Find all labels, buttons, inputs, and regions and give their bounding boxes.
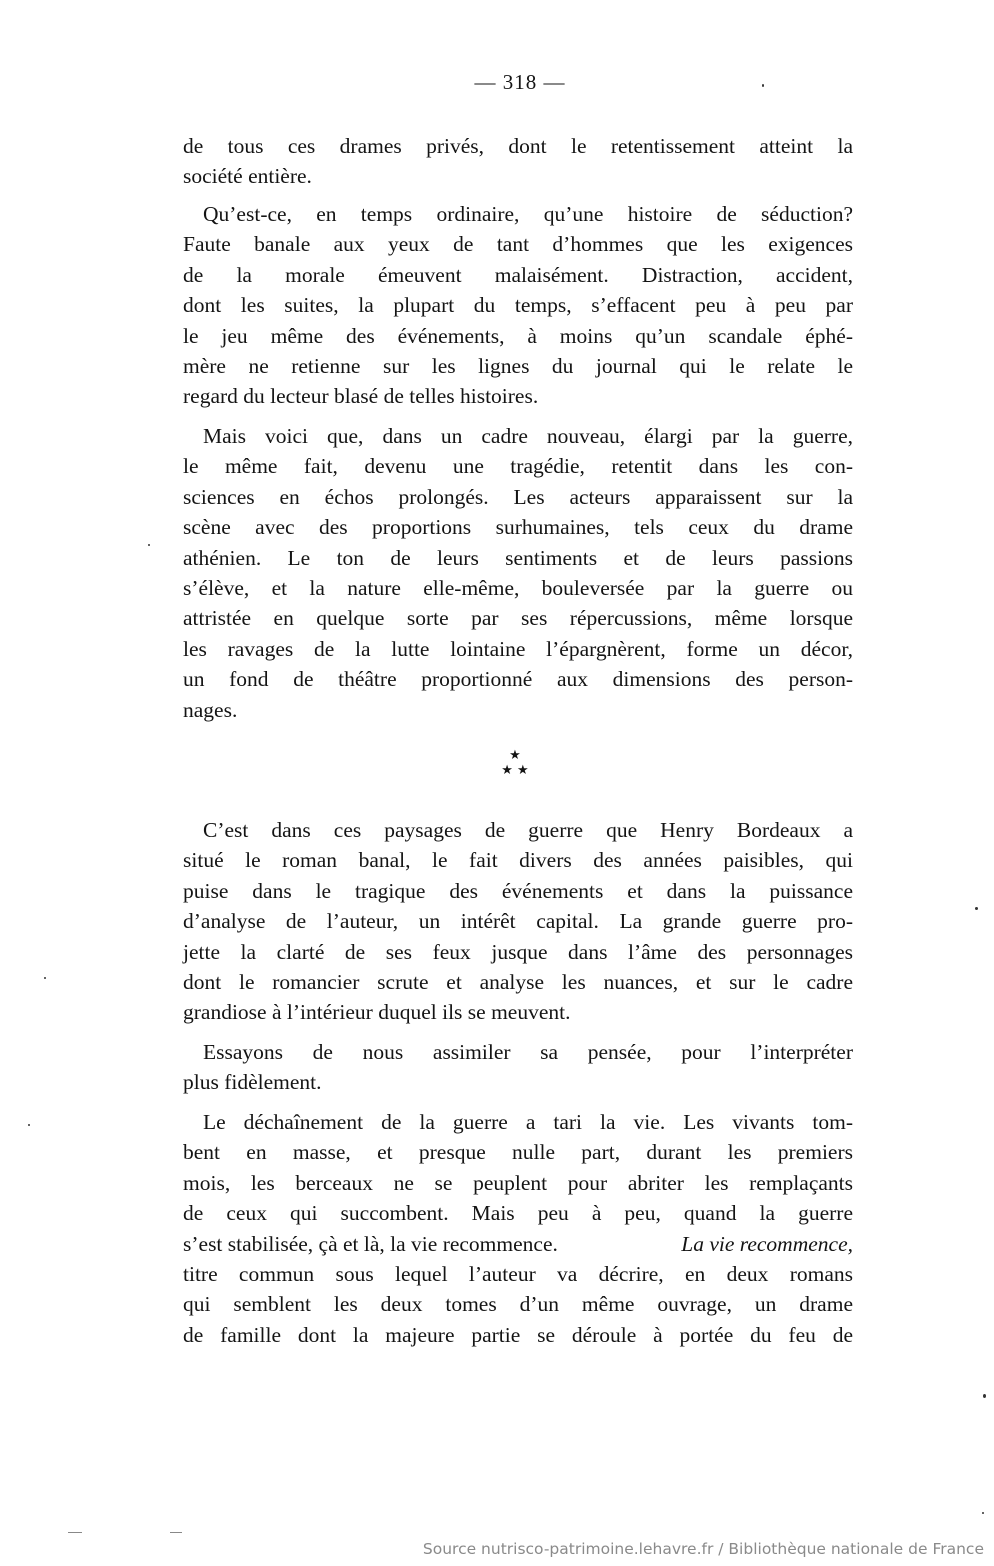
paragraph-cadre-nouveau — [183, 421, 853, 725]
text-line: dont le romancier scrute et analyse les nuances, et sur le cadre — [183, 969, 853, 994]
book-title: La vie recommence, — [681, 1231, 853, 1256]
text-line: de la morale émeuvent malaisément. Distraction, accident, — [183, 262, 853, 287]
paragraph-dechainement — [183, 1107, 853, 1350]
text-line: s’élève, et la nature elle-même, bouleversée par la guerre ou — [183, 575, 853, 600]
text-line: Faute banale aux yeux de tant d’hommes que les exigences — [183, 232, 853, 257]
scan-mark — [170, 1532, 182, 1533]
text-line: regard du lecteur blasé de telles histoires. — [183, 384, 539, 409]
text-line: athénien. Le ton de leurs sentiments et de leurs passions — [183, 545, 853, 570]
scan-speck — [28, 1124, 30, 1126]
paragraph-essayons — [183, 1037, 853, 1098]
text-line: Mais voici que, dans un cadre nouveau, élargi par la guerre, — [203, 424, 853, 448]
text-line: plus fidèlement. — [183, 1070, 322, 1095]
text-line: de tous ces drames privés, dont le retentissement atteint la — [183, 134, 853, 158]
scan-mark — [68, 1532, 82, 1533]
text-line: bent en masse, et presque nulle part, durant les premiers — [183, 1140, 853, 1165]
section-separator — [0, 748, 994, 778]
paragraph-henry-bordeaux — [183, 815, 853, 1028]
text-line: les ravages de la lutte lointaine l’épargnèrent, forme un décor, — [183, 636, 853, 661]
page-number: — 318 — — [474, 70, 566, 94]
text-line: un fond de théâtre proportionné aux dimensions des person- — [183, 667, 853, 692]
text-line: mois, les berceaux ne se peuplent pour abriter les remplaçants — [183, 1170, 853, 1195]
text-line: le jeu même des événements, à moins qu’un scandale éphé- — [183, 323, 853, 348]
text-line: puise dans le tragique des événements et dans la puissance — [183, 878, 853, 903]
star-icon: ★ — [509, 748, 521, 763]
text-line: situé le roman banal, le fait divers des années paisibles, qui — [183, 848, 853, 873]
text-line: Le déchaînement de la guerre a tari la vie. Les vivants tom- — [203, 1110, 853, 1134]
scan-speck — [975, 907, 978, 910]
scan-speck — [762, 84, 764, 87]
text-line: attristée en quelque sorte par ses répercussions, même lorsque — [183, 606, 853, 631]
text-line: jette la clarté de ses feux jusque dans l’âme des personnages — [183, 939, 853, 964]
text-line: sciences en échos prolongés. Les acteurs apparaissent sur la — [183, 484, 853, 509]
source-attribution: Source nutrisco-patrimoine.lehavre.fr / Bibliothèque nationale de France — [422, 1540, 984, 1558]
paragraph-seduction — [183, 199, 853, 412]
text-line-with-title — [183, 1229, 853, 1259]
text-line: le même fait, devenu une tragédie, retentit dans les con- — [183, 454, 853, 479]
text-line: société entière. — [183, 164, 312, 189]
text-line: grandiose à l’intérieur duquel ils se meuvent. — [183, 1000, 571, 1025]
star-icon: ★ ★ — [501, 763, 529, 778]
text-line: C’est dans ces paysages de guerre que Henry Bordeaux a — [203, 818, 853, 842]
text-line: d’analyse de l’auteur, un intérêt capital. La grande guerre pro- — [183, 909, 853, 934]
text-line: Essayons de nous assimiler sa pensée, pour l’interpréter — [203, 1040, 853, 1064]
text-line: dont les suites, la plupart du temps, s’effacent peu à peu par — [183, 293, 853, 318]
text-line: de ceux qui succombent. Mais peu à peu, quand la guerre — [183, 1201, 853, 1226]
text-line: titre commun sous lequel l’auteur va décrire, en deux romans — [183, 1261, 853, 1286]
text-segment: s’est stabilisée, çà et là, la vie recommence. — [183, 1231, 558, 1256]
text-line: qui semblent les deux tomes d’un même ouvrage, un drame — [183, 1292, 853, 1317]
scan-speck — [148, 544, 150, 546]
scan-speck — [983, 1394, 986, 1398]
text-line: scène avec des proportions surhumaines, tels ceux du drame — [183, 515, 853, 540]
text-line: nages. — [183, 697, 238, 722]
scan-speck — [44, 977, 46, 979]
scan-speck — [982, 1512, 984, 1514]
text-line: de famille dont la majeure partie se déroule à portée du feu de — [183, 1322, 853, 1347]
paragraph-continuation — [183, 131, 853, 192]
text-line: Qu’est-ce, en temps ordinaire, qu’une histoire de séduction? — [203, 202, 853, 226]
text-line: mère ne retienne sur les lignes du journal qui le relate le — [183, 353, 853, 378]
